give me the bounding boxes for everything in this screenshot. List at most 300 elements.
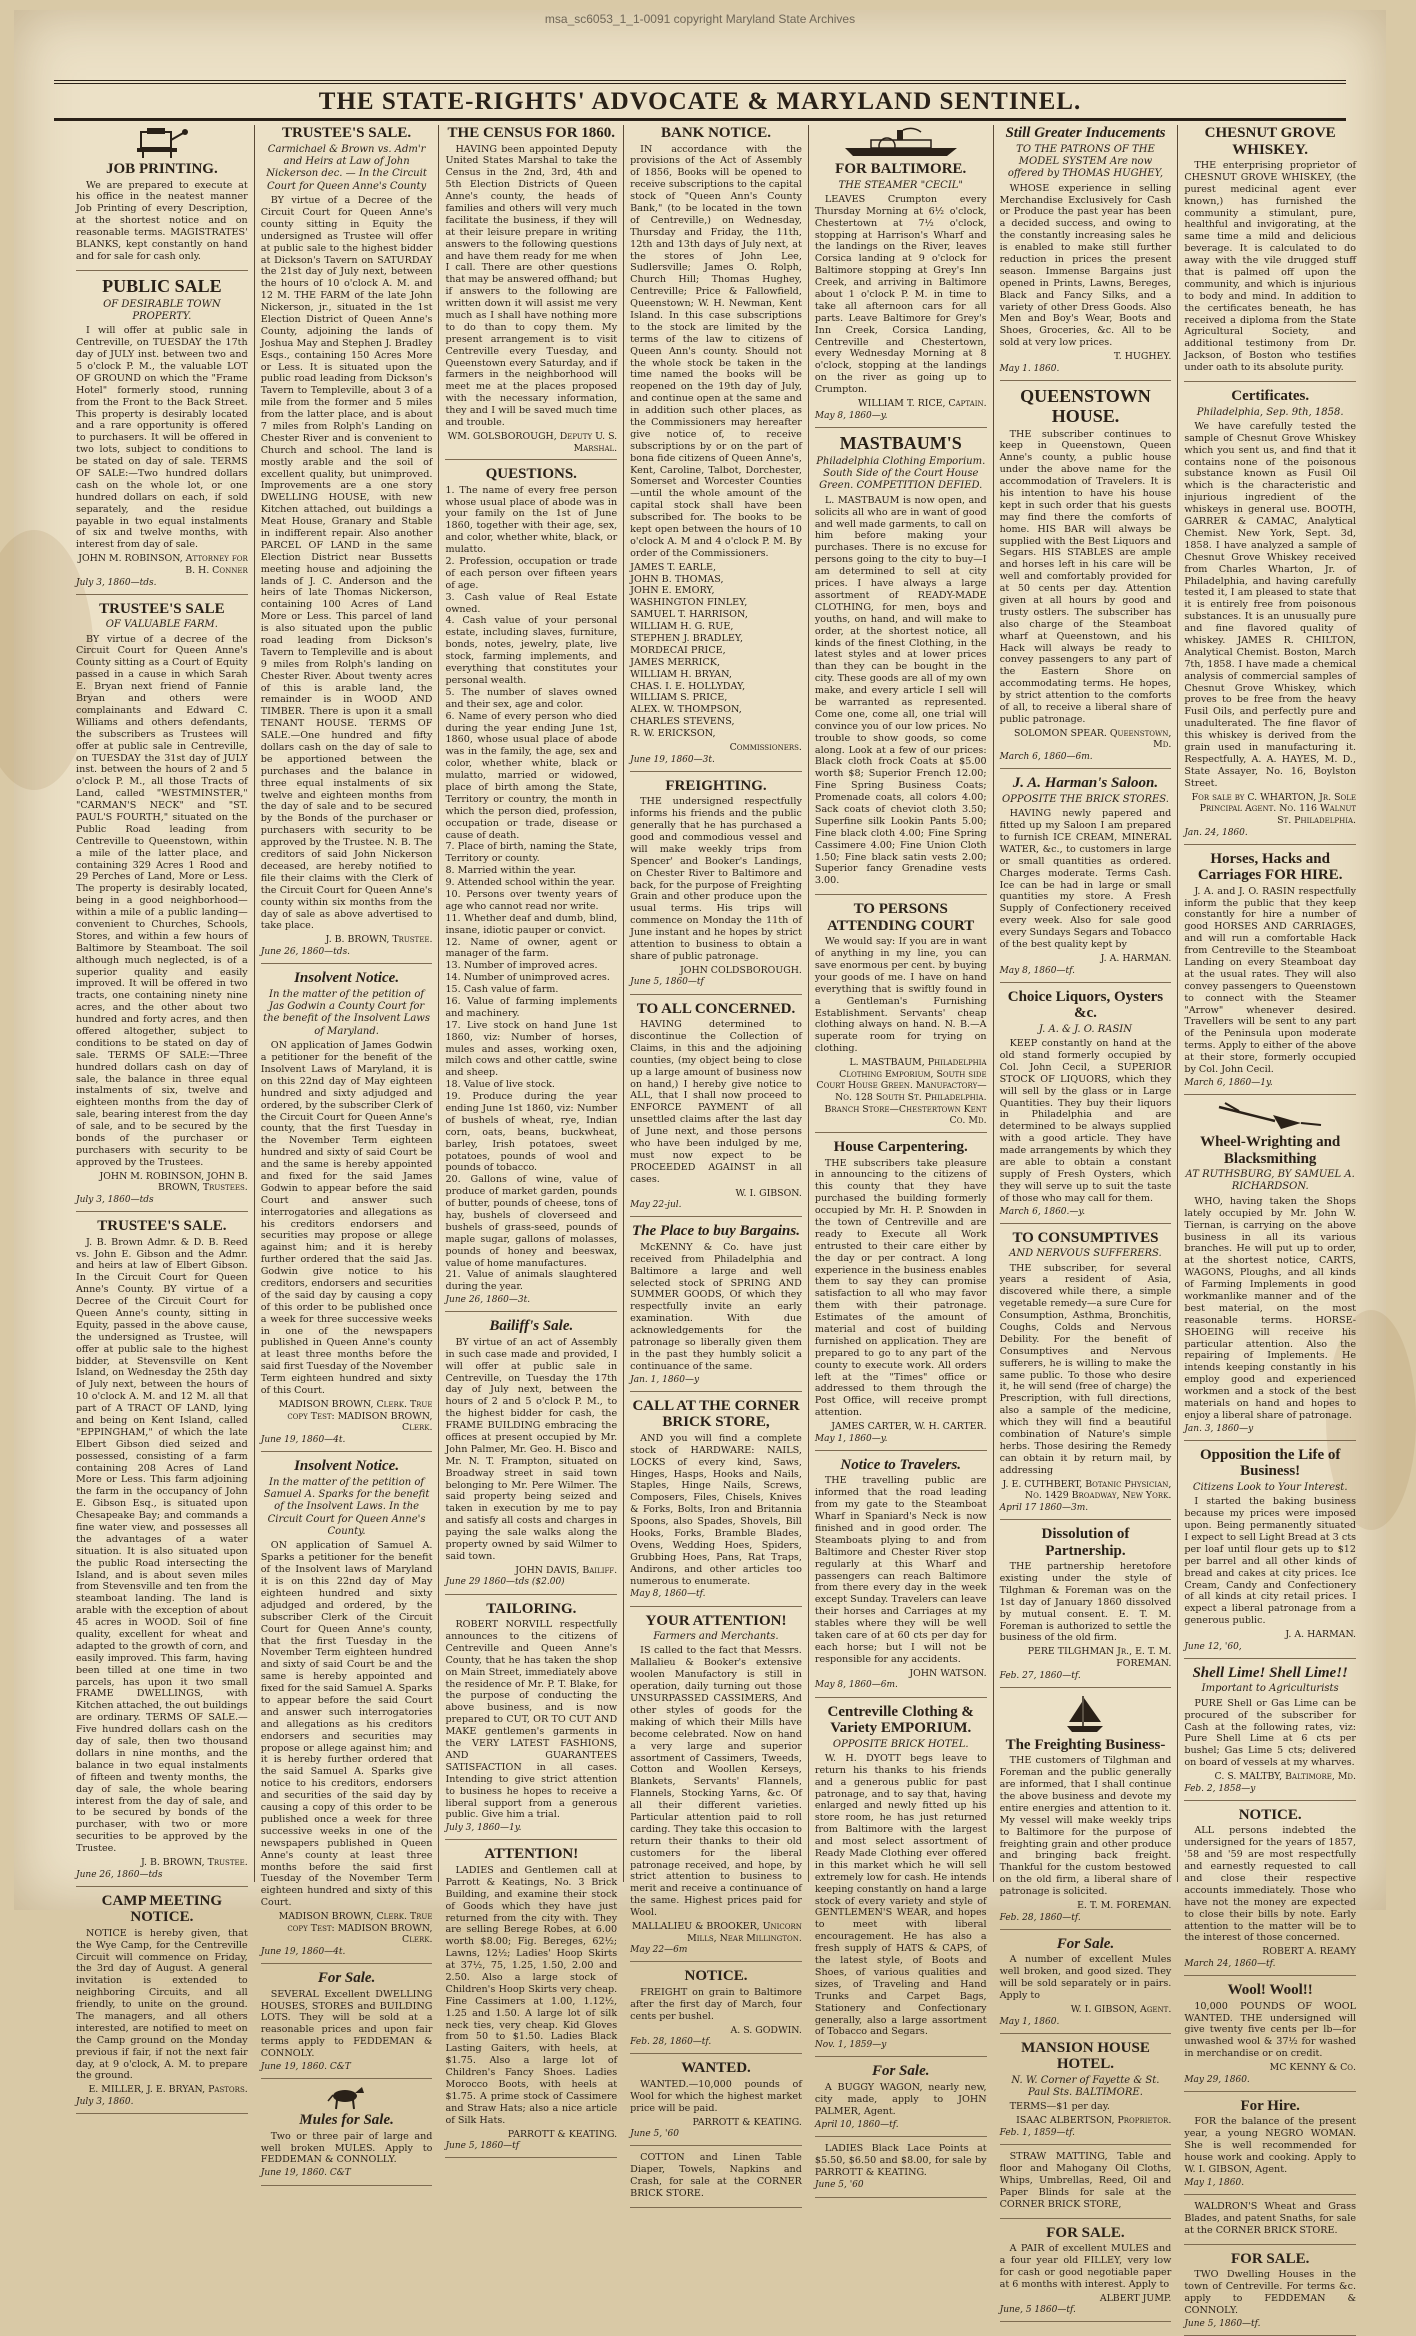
list-item: JAMES MERRICK, [630, 656, 720, 668]
ad-heading: Dissolution of Partnership. [1041, 1526, 1130, 1559]
ad-date: July 3, 1860—tds [76, 1194, 154, 1205]
ad-clothing-emporium [815, 1704, 987, 2058]
schooner-icon [1000, 1694, 1172, 1734]
list-item: 21. Value of animals slaughtered during the year. [445, 1269, 618, 1293]
ad-signature: JOHN COLDSBOROUGH. [680, 964, 802, 976]
ad-heading: JOB PRINTING. [106, 161, 218, 177]
ad-body: IN accordance with the provisions of the Act of Assembly of 1856, Books will be opened to receive subscriptions to the capital stock of "Queen Ann's County Bank," (to be located in the town of Centreville,) on Wednesday, Thursday and Friday, the 11th, 12th and 13th days of July next, at the stores of John Lee, Sudlersville; James O. Rolph, Church Hill; Thomas Hughey, Centreville; Price & Fallowfield, Queenstown; W. H. Newman, Kent Island. In this case subscriptions to the stock are limited by the terms of the law to citizens of Queen Ann's county. Should not the whole stock be taken in the time named the books will be reopened on the 19th day of July, and continue open at the same and in addition such other places, as the Commissioners may hereafter give notice of, to receive subscriptions by or on the part of bona fide citizens of Queen Anne's, Kent, Caroline, Talbot, Dorchester, Somerset and Worcester Counties—until the whole amount of the capital stock shall have been subscribed for. The books to be kept open between the hours of 10 o'clock A. M and 4 o'clock P. M. By order of the Commissioners. [630, 143, 802, 559]
ad-body: A BUGGY WAGON, nearly new, city made, apply to JOHN PALMER, Agent. [814, 2081, 987, 2117]
ad-heading: CHESNUT GROVE WHISKEY. [1204, 125, 1336, 158]
ad-signature: A. S. GODWIN. [730, 2024, 802, 2036]
ad-signature: MADISON BROWN, Clerk. True copy Test: MADISON BROWN, Clerk. [278, 1398, 433, 1434]
ad-house-carpentering [815, 1139, 987, 1451]
ad-subheading: J. A. & J. O. RASIN [1038, 1023, 1133, 1035]
ad-heading: Centreville Clothing & Variety EMPORIUM. [827, 1703, 974, 1737]
ad-body: AND you will find a complete stock of HARDWARE: NAILS, LOCKS of every kind, Saws, Hinges, Hasps, Hooks and Nails, Staples, Hinge Nails, Screws, Composers, Files, Chisels, Knives & Forks, Bolts, Iron and Britannia Spoons, also Spades, Shovels, Bill Hooks, Forks, Bramble Blades, Ovens, Wedding Hoes, Spiders, Grubbing Hoes, Pans, Rat Traps, Andirons, and other articles too numerous to enumerate. [630, 1432, 802, 1587]
ad-subheading: OPPOSITE THE BRICK STORES. [1001, 793, 1169, 805]
ad-subheading: AND NERVOUS SUFFERERS. [1009, 1248, 1162, 1260]
ad-body: WALDRON'S Wheat and Grass Blades, and patent Snaths, for sale at the CORNER BRICK STORE. [1184, 2201, 1357, 2236]
ad-heading: Shell Lime! Shell Lime!! [1192, 1664, 1348, 1681]
list-item: WILLIAM S. PRICE, [630, 692, 728, 704]
list-item: R. W. ERICKSON, [630, 728, 716, 740]
archive-watermark: msa_sc6053_1_1-0091 copyright Maryland State Archives [544, 12, 856, 26]
ad-for-sale-mules [1000, 1936, 1172, 2034]
ad-body: NOTICE is hereby given, that the Wye Camp, for the Centreville Circuit will commence on Friday, the 3rd day of August. A general invitation is extended to neighboring Circuits, and all friendly, to unite on the ground. The managers, and all others interested, are notified to meet on the Camp ground on the Monday previous if fair, if not the next fair day, at 9 o'clock, A. M. to prepare the ground. [76, 1927, 248, 2082]
ad-body: I started the baking business because my prices were imposed upon. Being permanently situated I expect to sell Light Bread at 3 cts per loaf until flour gets up to $12 per barrel and all other kinds of bread and cakes at city prices. Ice Cream, Candy and Confectionery of all kinds at city retail prices. I expect a liberal patronage from a generous public. [1184, 1496, 1357, 1627]
ad-heading: The Freighting Business- [1005, 1736, 1166, 1753]
ad-freight-notice [630, 1968, 802, 2054]
list-item: SAMUEL T. HARRISON, [630, 609, 748, 621]
list-item: 18. Value of live stock. [445, 1079, 555, 1091]
ad-date: June 19, 1860. C&T [260, 2168, 351, 2179]
list-item: 3. Cash value of Real Estate owned. [445, 591, 618, 615]
ad-heading: CAMP MEETING NOTICE. [101, 1892, 223, 1926]
ad-heading: For Sale. [317, 1970, 376, 1987]
ad-census-questions [445, 466, 617, 1312]
ad-date: Feb. 28, 1860—tf. [630, 2037, 712, 2048]
ad-body: L. MASTBAUM is now open, and solicits all who are in want of good and well made garments, to call on him before making your purchases. There is no excuse for persons going to the city to buy—I am determined to sell at city prices. I have always a large assortment of READY-MADE CLOTHING, for men, boys and youths, on hand, and will make to order, at the shortest notice, all kinds of the finest Clothing, in the latest styles and at lower prices than they can be bought in the city. These goods are all of my own make, and every article I sell will be warranted as represented. Come one, come all, one trial will convince you of our low prices. No trouble to show goods, so come along. Look at a few of our prices: Black cloth frock Coats at $5.00 worth $8; Superior French 12.00; Fine Spring Business Coats; Promenade coats, all colors 4.00; Sack coats of cheviot cloth 3.50; Superfine silk Lookin Pants 5.00; Fine black cloth 4.00; Fine Spring Cassimere 4.00; Fine Union Cloth 1.50; Fine black satin vests 2.00; Superior fancy Grenadine vests 3.00. [814, 494, 987, 887]
column-4 [624, 125, 809, 2200]
ad-body: THE customers of Tilghman and Foreman and the public generally are informed, that I shall continue the above business and devote my entire energies and attention to it. My vessel will make weekly trips to Baltimore for the purpose of freighting grain and other produce and bringing back freight. Thankful for the custom bestowed on the old firm, a liberal share of patronage is solicited. [999, 1755, 1172, 1898]
ad-date: March 6, 1860—1y. [1184, 1077, 1273, 1088]
ad-date: Feb. 2, 1858—y [1184, 1783, 1256, 1794]
ad-date: June 29 1860—tds ($2.00) [445, 1577, 565, 1588]
ad-heading: J. A. Harman's Saloon. [1012, 775, 1159, 792]
ad-heading: House Carpentering. [833, 1139, 968, 1156]
newspaper-title: THE STATE-RIGHTS' ADVOCATE & MARYLAND SENTINEL. [318, 88, 1082, 115]
list-item: WILLIAM H. BRYAN, [630, 668, 732, 680]
ad-body: THE enterprising proprietor of CHESNUT GROVE WHISKEY, (the purest medicinal agent ever known,) has furnished the community a stimulant, pure, healthful and invigorating, at the same time a mild and delicious beverage. It is calculated to do away with the vile drugged stuff that is palmed off upon the community, and which is injurious to body and mind. In addition to the certificates beneath, he has received a diploma from the State Agricultural Society, and additional testimony from Dr. Jackson, of Boston who testifies under oath to its absolute purity. [1184, 160, 1357, 374]
ad-date: Jan. 1, 1860—y [630, 1374, 700, 1385]
ad-job-printing [76, 128, 248, 271]
list-item: 14. Number of unimproved acres. [445, 972, 610, 984]
ad-bank-notice [630, 125, 802, 772]
ad-body: I will offer at public sale in Centreville, on TUESDAY the 17th day of JULY inst. between two and 5 o'clock P. M., the valuable LOT OF GROUND on which the "Frame Hotel" formerly stood, running from the Front to the Back Street. This property is desirably located and a rare opportunity is offered to purchasers. It will be offered in two lots, subject to conditions to be stated on day of sale. TERMS OF SALE:—Two hundred dollars cash on the whole lot, or one hundred dollars on each, if sold separately, and the residue payable in two equal instalments of six and twelve months, with interest from day of sale. [76, 325, 248, 551]
ad-date: May 29, 1860. [1184, 2074, 1250, 2085]
ad-consumptives [1000, 1230, 1172, 1520]
ad-heading: QUESTIONS. [485, 466, 577, 483]
list-item: 11. Whether deaf and dumb, blind, insane, idiotic pauper or convict. [445, 912, 618, 936]
ad-straw-matting [1000, 2151, 1172, 2218]
ad-date: Nov. 1, 1859—y [814, 2040, 887, 2051]
ad-greater-inducements [1000, 125, 1172, 381]
ad-heading: Horses, Hacks and Carriages FOR HIRE. [1197, 850, 1343, 884]
list-item: 9. Attended school within the year. [445, 877, 615, 889]
ad-heading: FOR SALE. [1230, 2250, 1310, 2267]
ad-freighting [630, 778, 802, 995]
ad-date: May 8, 1860—tf. [630, 1589, 706, 1600]
ad-body: WHO, having taken the Shops lately occupied by Mr. John W. Tiernan, is carrying on the above business in all its various branches. He will put up to order, at the shortest notice, CARTS, WAGONS, Ploughs, and all kinds of Farming Implements in good workmanlike manner and of the best material, on the most reasonable terms. HORSE-SHOEING will receive his particular attention. Also the repairing of Implements. He intends keeping constantly in his employ good and experienced workmen and a stock of the best materials on hand and hopes to enjoy a liberal share of patronage. [1184, 1195, 1357, 1421]
ad-signature: MC KENNY & Co. [1269, 2062, 1357, 2074]
ad-signature: T. HUGHEY. [1113, 351, 1172, 363]
ad-for-sale-buggy [815, 2063, 987, 2136]
ad-body: WANTED.—10,000 pounds of Wool for which the highest market price will be paid. [630, 2078, 802, 2114]
ad-signature: W. I. GIBSON. [735, 1187, 802, 1199]
list-item: WILLIAM H. G. RUE, [630, 621, 734, 633]
ad-subheading: OF DESIRABLE TOWN PROPERTY. [103, 298, 221, 322]
ad-date: Feb. 1, 1859—tf. [999, 2127, 1075, 2138]
ad-date: April 10, 1860—tf. [814, 2119, 899, 2130]
ad-body: Two or three pair of large and well broken MULES. Apply to FEDDEMAN & CONNOLLY. [260, 2130, 433, 2166]
ad-list [630, 562, 802, 740]
ad-for-sale-mules-2 [1000, 2225, 1172, 2323]
ad-subheading: Philadelphia, Sep. 9th, 1858. [1196, 406, 1344, 418]
ad-body: KEEP constantly on hand at the old stand formerly occupied by Col. John Cecil, a SUPERIOR STOCK OF LIQUORS, which they will sell by the glass or in Large Quantities. They buy their liquors in Philadelphia and are determined to be always supplied with a good article. They have made arrangements by which they are able to obtain a constant supply of Fresh Oysters, which they will serve up to suit the taste of those who may call for them. [999, 1038, 1172, 1204]
ad-body: ON application of James Godwin a petitioner for the benefit of the Insolvent Laws of Maryland, it is on this 22nd day of May eighteen hundred and sixty adjudged and ordered, by the subscriber Clerk of the Circuit Court for Queen Anne's county, that the first Tuesday in the November Term eighteen hundred and sixty of said Court be and the same is hereby appointed and fixed for the said James Godwin to appear before the said Court and answer such interrogatories and allegations as his creditors endorsers and securities may propose or allege against him; and it is hereby further ordered that the said Jas. Godwin give notice to his creditors, endorsers and securities of the said day by causing a copy of this order to be published once a week for three successive weeks in one of the newspapers published in Queen Anne's county at least three months before the said first Tuesday of the November Term eighteen hundred and sixty of this Court. [260, 1040, 433, 1396]
ad-dissolution [1000, 1526, 1172, 1688]
ad-subheading: OF VALUABLE FARM. [105, 619, 218, 631]
ad-mastbaums [815, 434, 987, 895]
ad-date: June 5, 1860—tf [445, 2141, 520, 2152]
ad-for-sale-houses [261, 1970, 433, 2079]
ad-body: IS called to the fact that Messrs. Mallalieu & Booker's extensive woolen Manufactory is still in operation, daily turning out those UNSURPASSED CASSIMERS, And other styles of goods for the making of which their Mills have become celebrated. Now on hand a very large and superior assortment of Cassimers, Tweeds, Cotton and Woollen Kerseys, Blankets, Servants' Flannels, Flannels, Stocking Yarns, &c. Of all their different varieties. Particular attention paid to roll carding. They take this occasion to return their thanks to their old customers for the liberal patronage received, and hope, by strict attention to business to merit and receive a continuance of the same. Highest prices paid for Wool. [630, 1645, 802, 1919]
ad-signature: WM. GOLSBOROUGH, Deputy U. S. Marshal. [447, 430, 618, 454]
ad-body: THE subscriber continues to keep in Queenstown, Queen Anne's county, a public house under the above name for the accommodation of Travelers. It is his intention to have his house kept in such order that his guests may find there the comforts of home. HIS BAR will always be supplied with the Best Liquors and Segars. HIS STABLES are ample and horses left in his care will be well and comfortably provided for at 50 cents per day. Attention given at all hours by good and trusty ostlers. The subscriber has also charge of the Steamboat wharf at Queenstown, and his Hack will always be ready to convey passengers to any part of the Eastern Shore on accommodating terms. He hopes, by strict attention to the comforts of all, to receive a liberal share of public patronage. [999, 428, 1172, 725]
ad-body: 10,000 POUNDS OF WOOL WANTED. THE undersigned will give twenty five cents per lb—for unwashed wool & 37½ for washed in merchandise or on credit. [1184, 2000, 1357, 2060]
list-item: 5. The number of slaves owned and their sex, age and color. [445, 686, 618, 710]
ad-freighting-business [1000, 1694, 1172, 1930]
ad-signature: ROBERT A. REAMY [1262, 1946, 1357, 1958]
list-item: CHARLES STEVENS, [630, 716, 735, 728]
ad-body: HAVING been appointed Deputy United States Marshal to take the Census in the 2nd, 3rd, 4th and 5th Election Districts of Queen Anne's county, the heads of families and others will very much facilitate the business, if they will at their leisure prepare in writing answers to the following questions and have them ready for me when I call. There are other questions that may be answered offhand; but if answers to the following are written down it will assist me very much as I shall have nothing more to do than to copy them. My present arrangement is to visit Centreville every Tuesday, and Queenstown every Saturday, and if farmers in the neighborhood will meet me at the places proposed with the necessary information, they and I will be saved much time and trouble. [445, 143, 618, 428]
column-5 [809, 125, 994, 2191]
ad-body: W. H. DYOTT begs leave to return his thanks to his friends and a generous public for past patronage, and to say that, having enlarged and newly fitted up his store room, he has just returned from Baltimore with the largest and most select assortment of Ready Made Clothing ever offered in this market which he will sell extremely low for cash. He intends keeping constantly on hand a large stock of every variety and style of GENTLEMEN'S WEAR, and hopes to meet with liberal encouragement. He has also a fresh supply of HATS & CAPS, of the latest style, of Boots and Shoes, of various qualities and sizes, of Traveling and Hand Trunks and Carpet Bags, Stationery and Confectionary generally, also a large assortment of Tobacco and Segars. [814, 1752, 987, 2038]
ad-heading: ATTENTION! [484, 1846, 579, 1863]
ad-body: COTTON and Linen Table Diaper, Towels, Napkins and Crash, for sale at the CORNER BRICK STORE. [630, 2152, 802, 2200]
ad-signature: J. A. HARMAN. [1100, 952, 1172, 964]
ad-heading: QUEENSTOWN HOUSE. [1020, 385, 1151, 426]
ad-body: THE undersigned respectfully informs his friends and the public generally that he has purchased a good and commodious vessel and will make weekly trips from Spencer' and Booker's Landings, on Chester River to Baltimore and back, for the purpose of Freighting Grain and other produce upon the usual terms. His trips will commence on Monday the 11th of June instant and he hopes by strict attention to business to obtain a share of public patronage. [630, 796, 802, 962]
ad-signature: J. A. HARMAN. [1285, 1629, 1357, 1641]
ad-subheading: In the matter of the petition of Jas Godwin a County Court for the benefit of the Insolvent Laws of Maryland. [263, 988, 430, 1037]
ad-waldrons [1184, 2201, 1356, 2245]
ad-to-persons-court [815, 901, 987, 1133]
ad-trustees-sale-farm [76, 601, 248, 1212]
ad-date: June 5, 1860—tf [630, 977, 704, 988]
ad-subheading: THE STEAMER "CECIL" [838, 179, 964, 191]
ad-shell-lime [1184, 1665, 1356, 1801]
ad-date: June 26, 1860—tds. [260, 946, 351, 957]
list-item: 13. Number of improved acres. [445, 960, 598, 972]
ad-body: THE subscriber, for several years a resident of Asia, discovered while there, a simple vegetable remedy—a sure Cure for Consumption, Asthma, Bronchitis, Coughs, Colds and Nervous Debility. For the benefit of Consumptives and Nervous sufferers, he is willing to make the same public. To those who desire it, he will send (free of charge) the Prescription, with full directions, also a sample of the medicine, which they will find a beautiful combination of Nature's simple herbs. Those desiring the Remedy can obtain it by return mail, by addressing [999, 1262, 1172, 1476]
column-1 [70, 125, 255, 2107]
ad-signature: MADISON BROWN, Clerk. True copy Test: MADISON BROWN, Clerk. [278, 1911, 433, 1946]
ad-date: May 22-jul. [630, 1200, 682, 1211]
ad-insolvent-notice-1 [261, 970, 433, 1452]
ad-date: June 12, '60, [1184, 1641, 1242, 1652]
ad-choice-liquors [1000, 989, 1172, 1224]
list-item: 1. The name of every free person whose usual place of abode was in your family on the 1st of June 1860, together with their age, sex, and color, whether white, black, or mulatto. [445, 484, 618, 556]
ad-body: A PAIR of excellent MULES and a four year old FILLEY, very low for cash or good negotiable paper at 6 months with interest. Apply to [999, 2243, 1172, 2290]
list-item: 7. Place of birth, naming the State, Territory or county. [445, 841, 618, 865]
list-item: 15. Cash value of farm. [445, 984, 559, 996]
ad-heading: TAILORING. [486, 1600, 577, 1617]
ad-signature: C. S. MALTBY, Baltimore, Md. [1214, 1771, 1357, 1783]
masthead [54, 80, 1346, 121]
ad-heading: The Place to buy Bargains. [632, 1223, 800, 1240]
ad-tailoring [445, 1601, 617, 1841]
ad-date: Feb. 28, 1860—tf. [999, 1912, 1081, 1923]
mule-icon [261, 2085, 433, 2109]
ad-body: TERMS—$1 per day. [1009, 2101, 1110, 2113]
ad-subheading: AT RUTHSBURG, BY SAMUEL A. RICHARDSON. [1185, 1169, 1355, 1193]
ad-heading: Wool! Wool!! [1227, 1982, 1313, 1999]
ad-body: BY virtue of an act of Assembly in such case made and provided, I will offer at public sale in Centreville, on Tuesday the 17th day of July next, between the hours of 2 and 5 o'clock P. M., to the highest bidder for cash, the FRAME BUILDING embracing the offices at present occupied by Mr. John Palmer, Mr. Geo. H. Bisco and Mr. N. T. Frampton, situated on Broadway street in said town belonging to Mr. Pere Wilmer. The said property being seized and taken in execution by me to pay and satisfy all costs and charges in paying the sale walks along the property owned by said Wilmer to said town. [445, 1336, 618, 1562]
ad-heading: TO ALL CONCERNED. [636, 1000, 796, 1017]
ad-heading: Mules for Sale. [299, 2112, 394, 2129]
ad-subheading: OPPOSITE BRICK HOTEL. [832, 1738, 969, 1750]
ad-signature: JOHN M. ROBINSON, JOHN B. BROWN, Trustees. [99, 1170, 248, 1194]
ad-body: ON application of Samuel A. Sparks a petitioner for the benefit of the Insolvent laws of Maryland it is on this 22nd day of May eighteen hundred and sixty adjudged and ordered, by the subscriber Clerk of the Circuit Court for Queen Anne's county, that the first Tuesday in the November Term eighteen hundred and sixty of said Court be and the same is hereby appointed and fixed for the said Samuel A. Sparks to appear before the said Court and answer such interrogatories and allegations as his creditors endorsers and securities may propose or allege against him; and it is hereby further ordered that the said Samuel A. Sparks give notice to his creditors, endorsers and securities of the said day by causing a copy of this order to be published once a week for three successive weeks in one of the newspapers published in Queen Anne's county at least three months before the said first Tuesday of the November Term eighteen hundred and sixty of this Court. [260, 1540, 433, 1909]
ad-date: June 26, 1860—3t. [445, 1295, 531, 1306]
ad-heading: Insolvent Notice. [294, 1458, 400, 1474]
ad-signature: WILLIAM T. RICE, Captain. [858, 398, 987, 410]
ad-signature: W. I. GIBSON, Agent. [1070, 2003, 1172, 2015]
ad-public-sale [76, 277, 248, 595]
ad-wanted-wool [630, 2060, 802, 2146]
column-2 [255, 125, 440, 2179]
ad-notice-travelers [815, 1457, 987, 1698]
ad-signature: For sale by C. WHARTON, Jr. Sole Principal Agent. No. 116 Walnut St. Philadelphia. [1191, 791, 1357, 826]
ad-date: Jan. 3, 1860—y [1184, 1423, 1254, 1434]
ad-body: THE travelling public are informed that the road leading from my gate to the Steamboat Wharf in Spaniard's Neck is now finished and in good order. The Steamboats plying to and from Baltimore and Chester River stop regularly at this Wharf and passengers can reach Baltimore from there every day in the week except Sunday. Travelers can leave their horses and Carriages at my stables where they will be well taken care of at 60 cts per day for each horse; but I will not be responsible for any accidents. [814, 1475, 987, 1665]
ad-body: HAVING determined to discontinue the Collection of Claims, in this and the adjoining counties, (my object being to close up a large amount of business now on hand,) I hereby give notice to ALL, that I shall now proceed to ENFORCE PAYMENT of all unsettled claims after the last day of June next, and those persons who have been indulged by me, must now expect to be PROCEEDED AGAINST in all cases. [630, 1019, 802, 1185]
list-item: JAMES T. EARLE, [630, 561, 717, 573]
ad-heading: For Sale. [871, 2063, 930, 2080]
ad-heading: NOTICE. [1238, 1806, 1302, 1823]
ad-body: ALL persons indebted the undersigned for the years of 1857, '58 and '59 are most respectfully and earnestly requested to call and close their respective accounts immediately. Those who have not the money are expected to close their bills by note. Early attention to the matter will be to the interest of those concerned. [1184, 1825, 1357, 1944]
ad-heading: Wheel-Wrighting and Blacksmithing [1200, 1134, 1341, 1167]
ad-signature: PERE TILGHMAN Jr., E. T. M. FOREMAN. [1027, 1646, 1172, 1669]
ad-for-baltimore [815, 128, 987, 428]
ad-wool [1184, 1982, 1356, 2092]
newspaper-page [14, 10, 1386, 2329]
ad-body: BY virtue of a Decree of the Circuit Court for Queen Anne's county sitting in Equity the undersigned as Trustee will offer at public sale to the highest bidder at Dickson's Tavern on SATURDAY the 21st day of July next, between the hours of 10 o'clock A. M. and 12 M. THE FARM of the late John Nickerson, jr., situated in the 1st Election District of Queen Anne's County, adjoining the lands of Joshua May and Stephen J. Bradley Esqs., containing 150 Acres More or Less. It is situated upon the public road leading from Dickson's Tavern to Templeville, about 3 of a mile from the former and 5 miles from the latter place, and is about 7 miles from Rolph's Landing on Chester River and is convenient to Church and school. The land is mostly arable and the soil of excellent quality, but unimproved. Improvements are a one story DWELLING HOUSE, with new Kitchen attached, out buildings a Meat House, Granary and Stable in indifferent repair. Also another PARCEL OF LAND in the same Election District near Bussetts meeting house and adjoining the lands of J. C. Anderson and the heirs of late Thomas Nickerson, containing 100 Acres of Land More or Less. This parcel of land is also situated upon the public road leading from Dickson's Tavern to Templeville and is about 9 miles from Rolph's landing on Chester River. About twenty acres of this is arable land, the remainder is in WOOD AND TIMBER. There is upon it a small TENANT HOUSE. TERMS OF SALE.—One hundred and fifty dollars cash on the day of sale to be apportioned between the purchases and the balance in three equal instalments of six twelve and eighteen months from the day of sale and to be secured by the Bonds of the purchaser or purchasers with security to be approved by the Trustee. N. B. The creditors of said John Nickerson deceased, are hereby notified to file their claims with the Clerk of the Circuit Court for Queen Anne's county within six months from the day of sale as above advertised to take place. [260, 195, 433, 932]
ad-body: THE partnership heretofore existing under the style of Tilghman & Foreman was on the 1st day of January 1860 dissolved by mutual consent. E. T. M. Foreman is authorized to settle the business of the old firm. [999, 1561, 1172, 1644]
list-item: STEPHEN J. BRADLEY, [630, 633, 744, 645]
ad-body: WHOSE experience in selling Merchandise Exclusively for Cash or Produce the past year has been a decided success, and owing to the constantly increasing sales he is enabled to make still further reduction in prices the present season. Immense Bargains just opened in Prints, Lawns, Bereges, Black and Fancy Silks, and a variety of other Dress Goods. Also Men and Boy's Wear, Boots and Shoes, Groceries, &c. All to be sold at very low prices. [999, 182, 1172, 349]
ad-your-attention [630, 1613, 802, 1963]
ad-body: We have carefully tested the sample of Chesnut Grove Whiskey which you sent us, and find that it contains none of the poisonous substance known as Fusil Oil which is the characteristic and injurious ingredient of the whiskeys in general use. BOOTH, GARRER & CAMAC, Analytical Chemist. New York, Sept. 3d, 1858. I have analyzed a sample of Chesnut Grove Whiskey received from Charles Wharton, Jr. of Philadelphia, and having carefully tested it, I am pleased to state that it is entirely free from poisonous substances. It is an unusually pure and fine flavored quality of whiskey. JAMES R. CHILTON, Analytical Chemist. Boston, March 7th, 1858. I have made a chemical analysis of commercial samples of Chesnut Grove Whiskey, which proves to be free from the heavy Fusil Oils, and perfectly pure and unadulterated. The fine flavor of this whiskey is derived from the grain used in manufacturing it. Respectfully, A. A. HAYES, M. D., State Assayer, No. 16, Boylston Street. [1184, 420, 1357, 789]
ad-date: Feb. 27, 1860—tf. [999, 1670, 1081, 1681]
ad-subheading: Important to Agriculturists [1201, 1683, 1339, 1695]
ad-camp-meeting [76, 1893, 248, 2114]
ad-date: May 1, 1860. [999, 2016, 1060, 2027]
ad-heading: TO CONSUMPTIVES [1012, 1229, 1159, 1246]
ad-heading: Notice to Travelers. [840, 1456, 962, 1473]
ad-body: THE subscribers take pleasure in announcing to the citizens of this county that they have purchased the building formerly occupied by Mr. H. P. Snowden in the town of Centreville and are ready to Execute all Work entrusted to their care either by the day or per contract. A long experience in the business enables them to say they can promise satisfaction to all who may favor them with their patronage. Estimates of the amount of material and cost of building furnished on application. They are prepared to go to any part of the county to execute work. All orders left at the "Times" office or addressed to them through the Post Office, will receive prompt attention. [814, 1157, 987, 1419]
ad-heading: For Sale. [1056, 1935, 1115, 1952]
ad-date: March 6, 1860—6m. [999, 752, 1093, 763]
ad-signature: PARROTT & KEATING. [692, 2116, 802, 2128]
ad-mansion-house [1000, 2040, 1172, 2145]
ad-cotton-linen [630, 2152, 802, 2208]
list-item: JOHN B. THOMAS, [630, 573, 724, 585]
ad-heading: MANSION HOUSE HOTEL. [1021, 2039, 1150, 2073]
ad-for-sale-dwellings [1184, 2251, 1356, 2336]
list-item: 6. Name of every person who died during the year ending June 1st, 1860, whose usual place of abode was in the family, the age, sex and color, whether white, black or mulatto, married or widowed, place of birth among the State, Territory or country, the month in which the person died, profession, occupation or trade, disease or cause of death. [445, 710, 618, 841]
ad-chesnut-grove [1184, 125, 1356, 382]
ad-date: May 8, 1860—tf. [999, 965, 1075, 976]
ad-date: March 6, 1860.—y. [999, 1206, 1086, 1217]
ad-body: HAVING newly papered and fitted up my Saloon I am prepared to furnish ICE CREAM, MINERAL WATER, &c., to customers in large or small quantities as ordered. Charges moderate. Terms Cash. Ice can be had in large or small quantities my store. A Fresh Supply of Confectionery received every week. Also for sale good every Sundays Segars and Tobacco of the best quality kept by [999, 808, 1172, 950]
ad-queenstown-house [1000, 387, 1172, 769]
ad-signature: E. MILLER, J. E. BRYAN, Pastors. [88, 2084, 248, 2096]
ad-trustees-sale-2 [76, 1218, 248, 1887]
ad-body: J. B. Brown Admr. & D. B. Reed vs. John E. Gibson and the Admr. and heirs at law of Elbert Gibson. In the Circuit Court for Queen Anne's County. BY virtue of a Decree of the Circuit Court for Queen Anne's county, sitting in Equity, passed in the above cause, the undersigned as Trustee, will offer at public sale to the highest bidder, at Stevensville on Kent Island, on Wednesday the 25th day of July next, between the hours of 10 o'clock A. M. and 12 M. all that part of A TRACT OF LAND, lying and being on Kent Island, called "EPPINGHAM," of which the late Elbert Gibson died seized and possessed, consisting of a farm containing 208 Acres of Land More or Less. This farm adjoining the farm in the occupancy of John E. Gibson Esq., is situated upon Chesapeake Bay; and commands a fine water view, and possesses all the advantages of a water situation. It is also situated upon the public Road intersecting the Island, and is about seven miles from Stevensville and ten from the steamboat landing. The land is arable with the exception of about 45 acres in WOOD. Soil of fine quality, excellent for wheat and adapted to the growth of corn, and easily improved. This farm, having been tilled at one time in two parcels, has upon it two small FRAME DWELLINGS, with Kitchen attached, the out buildings are ordinary. TERMS OF SALE.—Five hundred dollars cash on the day of sale, then two thousand dollars in nine months, and the balance in two equal instalments of fifteen and twenty months, the day of sale, the whole bearing interest from the day of sale, and to be secured by bonds of the purchaser, with two or more securities to be approved by the Trustee. [76, 1236, 248, 1855]
ad-insolvent-notice-2 [261, 1458, 433, 1964]
list-item: 4. Cash value of your personal estate, including slaves, furniture, bonds, notes, jewelry, plate, live stock, farming implements, and everything that constitutes your personal wealth. [445, 615, 618, 686]
ad-signature: ISAAC ALBERTSON, Proprietor. [1016, 2115, 1172, 2127]
plough-icon [1184, 1101, 1356, 1131]
ad-to-all-concerned [630, 1001, 802, 1218]
ad-date: May 22—6m [630, 1945, 688, 1956]
ad-date: June 19, 1860. C&T [260, 2062, 351, 2073]
list-item: 10. Persons over twenty years of age who cannot read nor write. [445, 888, 618, 912]
ad-heading: TRUSTEE'S SALE. [97, 1218, 227, 1235]
ad-subheading: Philadelphia Clothing Emporium. South Side of the Court House Green. COMPETITION DEFIED. [816, 455, 986, 492]
ad-date: Jan. 24, 1860. [1184, 827, 1248, 838]
ad-trustees-sale-carmichael [261, 125, 433, 964]
ad-date: June 5, 1860—tf. [1184, 2318, 1261, 2329]
columns-container [70, 125, 1362, 2329]
ad-heading: WANTED. [681, 2060, 751, 2077]
ad-body: We are prepared to execute at his office in the neatest manner Job Printing of every Description, at the shortest notice and on reasonable terms. MAGISTRATES' BLANKS, kept constantly on hand and for sale for cash only. [76, 179, 248, 262]
ad-place-to-buy [630, 1223, 802, 1391]
ad-date: June 5, '60 [630, 2129, 679, 2140]
ad-list [445, 485, 617, 1294]
ad-heading: Bailiff's Sale. [489, 1318, 574, 1335]
printing-press-icon [76, 128, 248, 158]
ad-heading: MASTBAUM'S [839, 432, 962, 453]
ad-heading: Still Greater Inducements [1005, 125, 1166, 141]
ad-mules-for-sale [261, 2085, 433, 2185]
ad-signature: JOHN DAVIS, Bailiff. [515, 1564, 618, 1576]
ad-heading: Opposition the Life of Business! [1199, 1446, 1341, 1480]
ad-signature: E. T. M. FOREMAN. [1077, 1899, 1172, 1911]
ad-body: FOR the balance of the present year, a young NEGRO WOMAN. She is well recommended for house work and cooking. Apply to W. I. GIBSON, Agent. [1184, 2116, 1357, 2176]
ad-date: May 1. 1860. [999, 363, 1060, 374]
ad-heading: FREIGHTING. [665, 777, 767, 794]
ad-date: April 17 1860—3m. [999, 1502, 1089, 1513]
list-item: JOHN E. EMORY, [630, 585, 715, 597]
ad-subheading: Citizens Look to Your Interest. [1192, 1481, 1348, 1493]
ad-heading: TO PERSONS ATTENDING COURT [827, 901, 975, 934]
ad-date: June 26, 1860—tds [76, 1869, 163, 1880]
steamboat-icon [815, 128, 987, 158]
ad-heading: NOTICE. [684, 1968, 748, 1985]
ad-date: May 8, 1860—6m. [814, 1680, 898, 1691]
ad-body: FREIGHT on grain to Baltimore after the first day of March, four cents per bushel. [630, 1986, 802, 2022]
ad-body: TWO Dwelling Houses in the town of Centreville. For terms &c. apply to FEDDEMAN & CONNOLY. [1184, 2269, 1357, 2316]
ad-signature: ALBERT JUMP. [1099, 2292, 1172, 2304]
ad-heading: CALL AT THE CORNER BRICK STORE, [632, 1397, 800, 1431]
ad-body: PURE Shell or Gas Lime can be procured of the subscriber for Cash at the following rates, viz: Pure Shell Lime at 6 cts per bushel; Gas Lime 5 cts; delivered on board of vessels at my wharves. [1184, 1697, 1357, 1769]
ad-date: May 1, 1860—y. [814, 1433, 888, 1444]
ad-body: A number of excellent Mules well broken, and good sized. They will be sold separately or in pairs. Apply to [999, 1954, 1172, 2001]
ad-signature: J. B. BROWN, Trustee. [140, 1856, 248, 1868]
ad-subheading: N. W. Corner of Fayette & St. Paul Sts. BALTIMORE. [1011, 2074, 1160, 2099]
column-6 [994, 125, 1179, 2316]
ad-heading: BANK NOTICE. [661, 125, 772, 141]
ad-body: BY virtue of a decree of the Circuit Court for Queen Anne's County sitting as a Court of Equity passed in a cause in which Sarah E. Bryan next friend of Fannie Bryan and others were complainants and Edward C. Williams and others defendants, the subscribers as Trustees will offer at public sale in Centreville, on TUESDAY the 31st day of JULY inst. between the hours of 2 and 5 o'clock P. M., all those Tracts of Land, called "WESTMINSTER," "CARMAN'S NECK" and "ST. PAUL'S FOURTH," situated on the Public Road leading from Centreville to Queenstown, within a mile of the latter place, and containing 329 Acres 1 Rood and 29 Perches of Land, More or Less. The property is desirably located, being in a good neighborhood—within a mile of a public landing—convenient to Churches, Schools, Stores, and within a few hours of Baltimore by Steamboat. The soil although much neglected, is of a superior quality and easily improved. It will be offered in two tracts, one containing ninety nine acres, and the other about two hundred and forty acres, and then offered altogether, subject to conditions to be stated on day of sale. TERMS OF SALE:—Three hundred dollars cash on day of sale, the balance in three equal instalments of six, twelve and eighteen months from the day of sale, bearing interest from the day of sale, and to be secured by the bonds of the purchaser or purchasers with security to be approved by the Trustees. [76, 633, 248, 1168]
list-item: ALEX. W. THOMPSON, [630, 704, 742, 716]
ad-date: June 19, 1860—3t. [630, 754, 715, 765]
ad-signature: JOHN WATSON. [909, 1667, 987, 1679]
column-7 [1178, 125, 1362, 2329]
ad-body: STRAW MATTING, Table and floor and Mahogany Oil Cloths, Whips, Umbrellas, Reed, Oil and Paper Blinds for sale at the CORNER BRICK STORE, [999, 2151, 1172, 2210]
ad-for-hire [1184, 2098, 1356, 2195]
ad-date: June, 5 1860—tf. [999, 2305, 1076, 2316]
ad-certificates [1184, 388, 1356, 845]
ad-horses-hacks [1184, 851, 1356, 1095]
ad-body: We would say: If you are in want of anything in my line, you can save enormous per cent. by buying your goods of me. I have on hand everything that is swiftly found in a Gentleman's Furnishing Establishment. Servants' cheap clothing always on hand. N. B.—A superate room for trying on clothing. [814, 936, 987, 1055]
ad-body: LADIES and Gentlemen call at Parrott & Keatings, No. 3 Brick Building, and examine their stock of Goods which they have just returned from the city with. They are selling Berege Robes, at 6.00 worth $8.00; Fig. Bereges, 62½; Lawns, 12½; Ladies' Hoop Skirts at 37½, 75, 1.25, 1.50, 2.00 and 2.50. Also a large stock of Children's Hoop Skirts very cheap. Fine Cassimers at 1.00, 1.12½, 1.25 and 1.50. A large lot of silk neck ties, very cheap. Kid Gloves from 50 to $1.50. Ladies Black Lasting Gaiters, with heels, at $1.75. Also a large lot of Children's Fancy Shoes. Ladies Morocco Boots, with heels at $1.75. A prime stock of Cassimere and Straw Hats; also a nice article of Silk Hats. [445, 1864, 618, 2126]
ad-signature: J. B. BROWN, Trustee. [325, 934, 433, 946]
ad-heading: THE CENSUS FOR 1860. [447, 125, 616, 141]
ad-heading: TRUSTEE'S SALE [99, 600, 225, 617]
ad-bailiffs-sale [445, 1318, 617, 1594]
ad-subheading: Carmichael & Brown vs. Adm'r and Heirs at Law of John Nickerson dec. — In the Circuit Court for Queen Anne's County [266, 143, 427, 192]
ad-signature: L. MASTBAUM, Philadelphia Clothing Emporium, South side Court House Green. Manufactory—No. 128 South St. Philadelphia. Branch Store—Chestertown Kent Co. Md. [816, 1057, 987, 1127]
ad-subheading: TO THE PATRONS OF THE MODEL SYSTEM Are now offered by THOMAS HUGHEY, [1007, 143, 1164, 180]
ad-body: LEAVES Crumpton every Thursday Morning at 6½ o'clock, Chestertown at 7½ o'clock, stopping at Harrison's Wharf and the landings on the River, leaves Corsica landing at 9 o'clock for Baltimore stopping at Grey's Inn Creek, and arriving in Baltimore about 1 o'clock P. M. in time to take all afternoon cars for all parts. Leave Baltimore for Grey's Inn Creek, Corsica Landing, Centreville and Chestertown, every Wednesday Morning at 8 o'clock, stopping at the landings on the river as going up to Crumpton. [814, 193, 987, 396]
ad-signature: PARROTT & KEATING. [507, 2128, 618, 2140]
ad-harmans-saloon [1000, 775, 1172, 982]
ad-heading: PUBLIC SALE [102, 275, 222, 296]
ad-subheading: Farmers and Merchants. [653, 1631, 779, 1643]
ad-heading: FOR SALE. [1046, 2224, 1125, 2241]
ad-opposition [1184, 1447, 1356, 1659]
list-item: 20. Gallons of wine, value of produce of market garden, pounds of butter, pounds of cheese, tons of hay, bushels of cloverseed and bushels of grass-seed, pounds of maple sugar, gallons of molasses, pounds of honey and beeswax, value of home manufactures. [445, 1174, 618, 1269]
ad-signature: MALLALIEU & BROOKER, Unicorn Mills, Near Millington. [631, 1920, 802, 1944]
ad-heading: Certificates. [1231, 388, 1310, 405]
ad-body: J. A. and J. O. RASIN respectfully inform the public that they keep constantly for hire a number of good HORSES AND CARRIAGES, and will run a comfortable Hack from Centreville to the Steamboat Landing on every Steamboat day at the usual rates. They will also convey passengers to Queenstown to connect with the Steamer "Arrow" whenever desired. Travellers will be sent to any part of the Peninsula upon moderate terms. Apply to either of the above at their store, formerly occupied by Col. John Cecil. [1184, 885, 1357, 1076]
ad-date: June 19, 1860—4t. [260, 1434, 346, 1445]
ad-signature: JAMES CARTER, W. H. CARTER. [831, 1421, 987, 1433]
ad-signature: Commissioners. [729, 742, 802, 754]
ad-heading: Choice Liquors, Oysters &c. [1007, 988, 1164, 1022]
ad-body: McKENNY & Co. have just received from Philadelphia and Baltimore a large and well selected stock of SPRING AND SUMMER GOODS, Of which they respectfully invite an early examination. With due acknowledgements for the patronage so liberally given them in the past they humbly solicit a continuance of the same. [630, 1241, 802, 1372]
list-item: 19. Produce during the year ending June 1st 1860, viz: Number of bushels of wheat, rye, Indian corn, oats, beans, buckwheat, barley, Irish potatoes, sweet potatoes, pounds of wool and pounds of tobacco. [445, 1091, 618, 1174]
ad-date: May 8, 1860—y. [814, 410, 888, 421]
ad-date: June 5, '60 [814, 2180, 864, 2191]
ad-wheel-wrighting [1184, 1101, 1356, 1441]
list-item: 17. Live stock on hand June 1st 1860, viz: Number of horses, mules and asses, working oxen, milch cows and other cattle, swine and sheep. [445, 1019, 618, 1079]
ad-ladies-lace [815, 2143, 987, 2198]
ad-corner-brick-store [630, 1398, 802, 1607]
ad-heading: Insolvent Notice. [294, 970, 400, 987]
ad-date: June 19, 1860—4t. [260, 1947, 346, 1958]
ad-heading: FOR BALTIMORE. [835, 161, 967, 177]
ad-signature: SOLOMON SPEAR. Queenstown, Md. [1014, 727, 1172, 751]
list-item: 12. Name of owner, agent or manager of the farm. [445, 936, 618, 960]
list-item: MORDECAI PRICE, [630, 644, 726, 656]
ad-date: July 3, 1860. [76, 2097, 134, 2107]
list-item: 16. Value of farming implements and machinery. [445, 995, 618, 1019]
ad-signature: J. E. CUTHBERT, Botanic Physician, No. 1429 Broadway, New York. [1002, 1478, 1172, 1502]
list-item: CHAS. I. E. HOLLYDAY, [630, 680, 746, 692]
ad-date: March 24, 1860—tf. [1184, 1959, 1276, 1970]
ad-heading: TRUSTEE'S SALE. [281, 125, 412, 141]
ad-date: July 3, 1860—tds. [76, 577, 157, 588]
list-item: 2. Profession, occupation or trade of each person over fifteen years of age. [445, 556, 618, 591]
ad-subheading: In the matter of the petition of Samuel A. Sparks for the benefit of the Insolvent Laws. In the Circuit Court for Queen Anne's County. [263, 1476, 430, 1538]
ad-body: LADIES Black Lace Points at $5.50, $6.50 and $8.00, for sale by PARROTT & KEATING. [814, 2142, 987, 2178]
list-item: WASHINGTON FINLEY, [630, 597, 748, 609]
column-3 [439, 125, 624, 2152]
ad-heading: For Hire. [1240, 2097, 1300, 2114]
